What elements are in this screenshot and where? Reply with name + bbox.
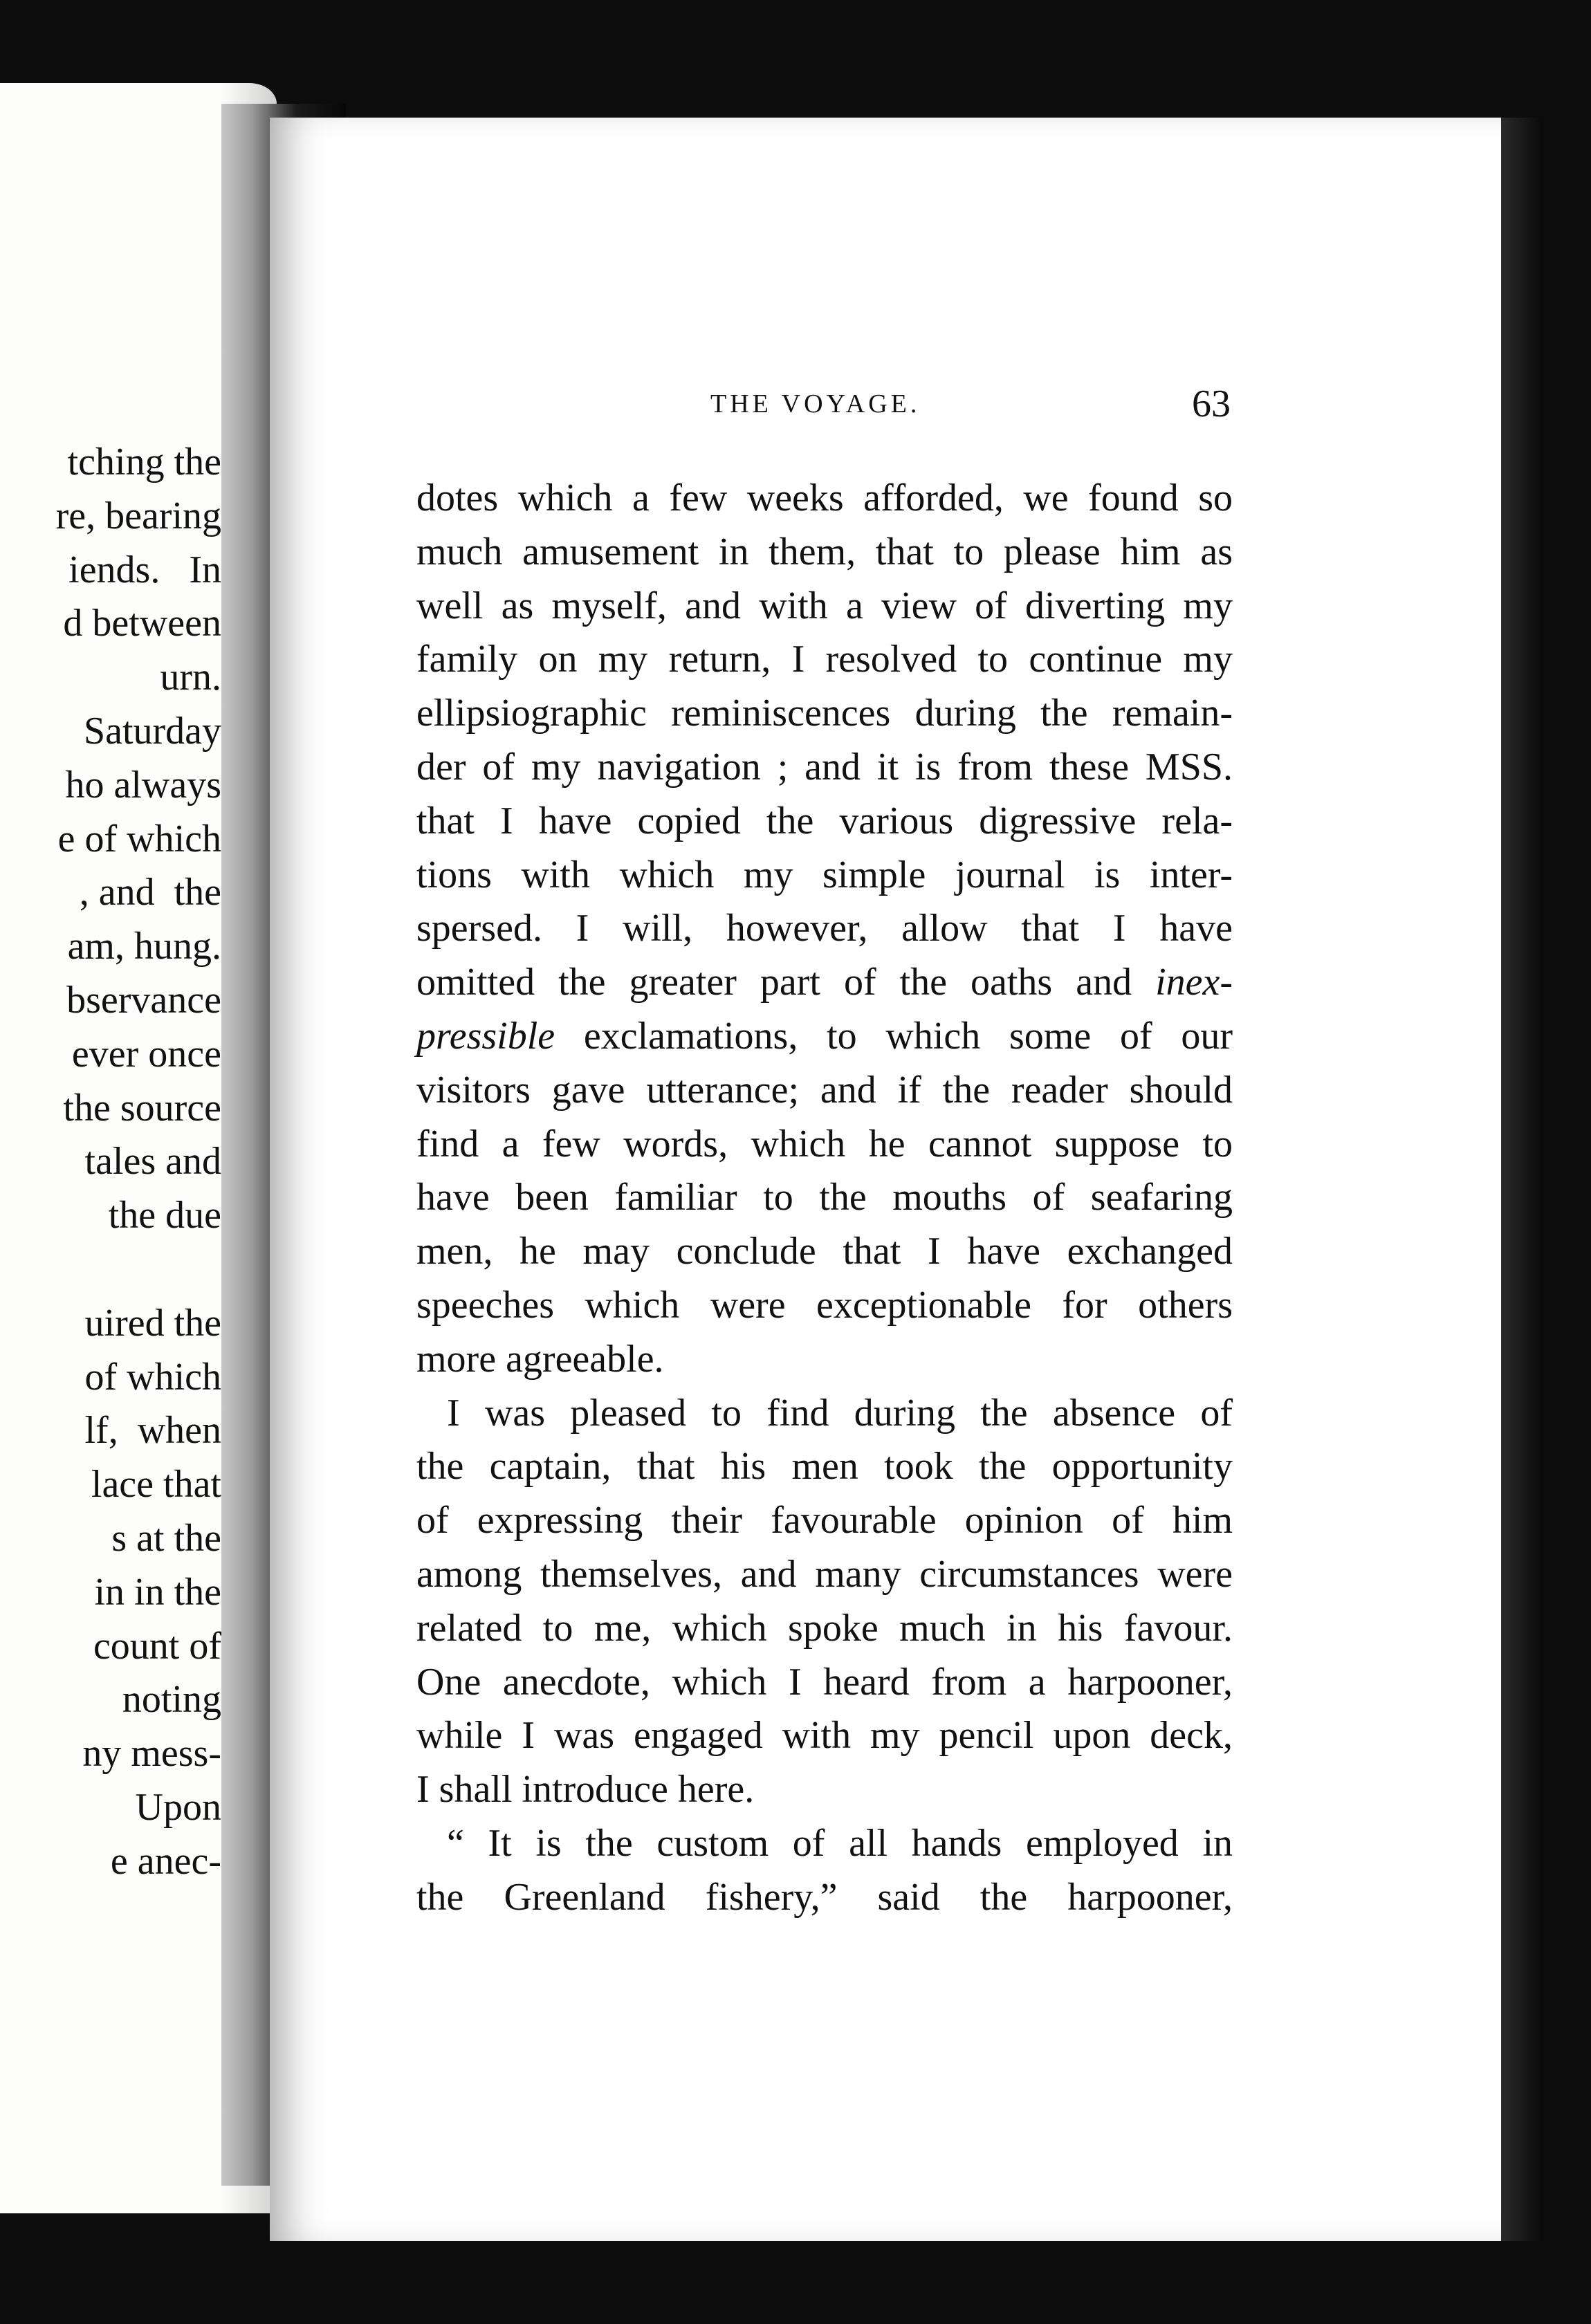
facing-page-line (56, 1243, 221, 1297)
text-line: of expressing their favourable opinion of him (416, 1499, 1233, 1542)
text-line: that I have copied the various digressive rela- (416, 799, 1233, 842)
text-line: find a few words, which he cannot suppose to (416, 1122, 1233, 1165)
facing-page-line: e of which (57, 817, 221, 860)
text-line: family on my return, I resolved to continue my (416, 638, 1233, 681)
facing-page-line: tales and (84, 1140, 221, 1183)
page-body-text (416, 472, 1233, 1925)
facing-page-line: iends. In (68, 548, 221, 591)
text-line: der of my navigation ; and it is from these MSS. (416, 745, 1233, 788)
running-head: THE VOYAGE. (710, 389, 921, 418)
text-line: spersed. I will, however, allow that I have (416, 907, 1233, 950)
text-line: ellipsiographic reminiscences during the remain- (416, 692, 1233, 735)
facing-page-line: count of (93, 1624, 221, 1668)
text-line (416, 956, 1233, 1010)
facing-page-line: e anec- (110, 1839, 221, 1883)
italic-word: inex- (1155, 961, 1233, 1004)
facing-page-line: re, bearing (55, 494, 221, 537)
text-line: more agreeable. (416, 1337, 664, 1381)
text-line: speeches which were exceptionable for others (416, 1283, 1233, 1327)
text-line: tions with which my simple journal is inter- (416, 853, 1233, 896)
paragraph-first-line: “ It is the custom of all hands employed in (447, 1821, 1233, 1865)
facing-page-line: s at the (111, 1516, 221, 1560)
text-line: while I was engaged with my pencil upon deck, (416, 1714, 1233, 1758)
text-line: dotes which a few weeks afforded, we found so (416, 477, 1233, 519)
facing-page-line: in in the (94, 1570, 221, 1614)
text-line: men, he may conclude that I have exchanged (416, 1230, 1233, 1273)
text-run: omitted the greater part of the oaths and (416, 961, 1132, 1004)
facing-page-line: the source (63, 1086, 221, 1129)
text-line: much amusement in them, that to please him as (416, 530, 1233, 573)
text-line: the captain, that his men took the opportunity (416, 1445, 1233, 1488)
text-line: the Greenland fishery,” said the harpooner, (416, 1875, 1233, 1919)
text-run: exclamations, to which some of our (583, 1014, 1233, 1058)
facing-page-line: lace that (91, 1463, 221, 1506)
facing-page-line: the due (108, 1194, 221, 1237)
facing-page-line: ho always (65, 763, 221, 806)
facing-page-line: bservance (66, 978, 221, 1022)
text-line: One anecdote, which I heard from a harpooner, (416, 1660, 1233, 1704)
facing-page-line: am, hung. (67, 925, 221, 968)
facing-page-line: ny mess- (82, 1732, 221, 1776)
facing-page-line: Upon (135, 1785, 221, 1829)
facing-page-line: d between (63, 602, 221, 645)
page-number: 63 (1192, 382, 1231, 425)
facing-page-text (56, 436, 221, 1889)
facing-page-line: lf, when (84, 1409, 221, 1452)
facing-page-line: urn. (160, 656, 221, 699)
text-line: have been familiar to the mouths of seafaring (416, 1176, 1233, 1219)
facing-page-line: noting (122, 1678, 221, 1722)
facing-page-line: Saturday (83, 709, 221, 753)
facing-page-line: , and the (79, 871, 221, 914)
text-line: related to me, which spoke much in his favour. (416, 1606, 1233, 1650)
paragraph-first-line: I was pleased to find during the absence of (447, 1391, 1233, 1435)
text-line (416, 1010, 1233, 1064)
facing-page-line: ever once (71, 1032, 221, 1076)
facing-page-line: uired the (84, 1301, 221, 1345)
page-edge (1501, 118, 1543, 2241)
text-line: among themselves, and many circumstances were (416, 1552, 1233, 1596)
italic-word: pressible (416, 1014, 555, 1058)
text-line: visitors gave utterance; and if the reader should (416, 1068, 1233, 1112)
facing-page-line: tching the (67, 441, 221, 483)
text-line: I shall introduce here. (416, 1768, 755, 1811)
text-line: well as myself, and with a view of diverting my (416, 584, 1233, 627)
facing-page-line: of which (84, 1355, 221, 1399)
